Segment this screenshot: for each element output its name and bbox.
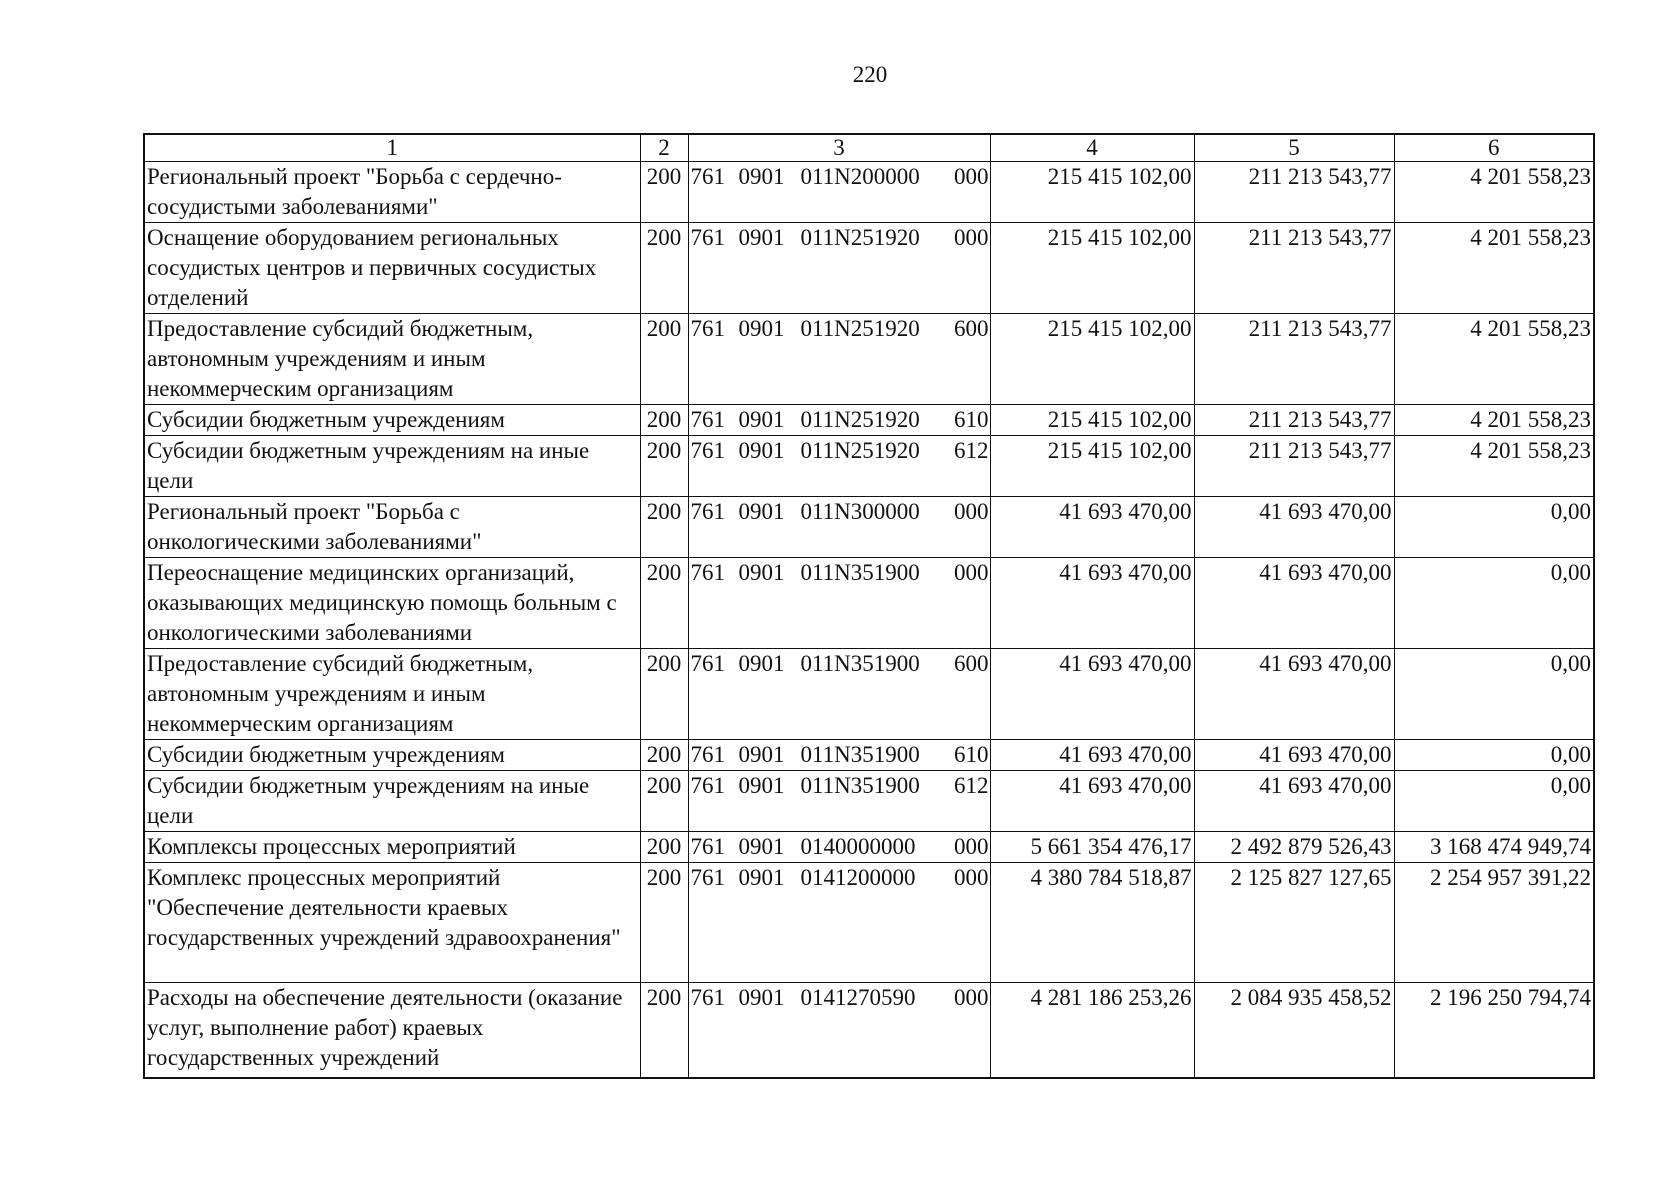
row-name: Субсидии бюджетным учреждениям на иные цели	[144, 436, 640, 497]
code-section: 0901	[738, 985, 785, 1010]
table-row	[144, 649, 1594, 740]
row-classification-code	[688, 863, 990, 983]
row-name: Субсидии бюджетным учреждениям	[144, 740, 640, 771]
row-admin-code: 200	[640, 436, 688, 497]
row-col4-value: 5 661 354 476,17	[990, 832, 1194, 863]
code-expense-type: 000	[954, 164, 989, 189]
row-col5-value: 41 693 470,00	[1194, 771, 1394, 832]
row-col6-value: 4 201 558,23	[1394, 405, 1594, 436]
column-header: 4	[990, 134, 1194, 162]
table-row	[144, 497, 1594, 558]
row-name: Региональный проект "Борьба с онкологическими заболеваниями"	[144, 497, 640, 558]
table-body	[144, 162, 1594, 1078]
row-col5-value: 41 693 470,00	[1194, 497, 1394, 558]
code-target-article: 0141270590	[800, 985, 916, 1010]
table-row	[144, 983, 1594, 1078]
code-expense-type: 610	[954, 407, 989, 432]
table-row	[144, 771, 1594, 832]
code-grbs: 761	[690, 164, 725, 189]
row-col4-value: 41 693 470,00	[990, 740, 1194, 771]
row-classification-code	[688, 771, 990, 832]
row-classification-code	[688, 740, 990, 771]
code-expense-type: 000	[954, 834, 989, 859]
row-col6-value: 0,00	[1394, 740, 1594, 771]
code-grbs: 761	[690, 316, 725, 341]
row-classification-code	[688, 983, 990, 1078]
code-target-article: 0141200000	[800, 865, 916, 890]
row-name: Региональный проект "Борьба с сердечно-сосудистыми заболеваниями"	[144, 162, 640, 223]
row-col6-value: 0,00	[1394, 649, 1594, 740]
row-col4-value: 215 415 102,00	[990, 314, 1194, 405]
row-classification-code	[688, 162, 990, 223]
code-expense-type: 612	[954, 438, 989, 463]
page-number: 220	[852, 62, 888, 87]
column-header: 5	[1194, 134, 1394, 162]
table-row	[144, 832, 1594, 863]
row-col6-value: 0,00	[1394, 771, 1594, 832]
code-expense-type: 610	[954, 742, 989, 767]
row-name: Комплекс процессных мероприятий "Обеспечение деятельности краевых государственных учреждений здравоохранения"	[144, 863, 640, 983]
code-section: 0901	[738, 316, 785, 341]
table-row	[144, 162, 1594, 223]
code-section: 0901	[738, 438, 785, 463]
code-grbs: 761	[690, 438, 725, 463]
row-col5-value: 41 693 470,00	[1194, 649, 1394, 740]
row-classification-code	[688, 649, 990, 740]
table-row	[144, 558, 1594, 649]
row-name: Расходы на обеспечение деятельности (оказание услуг, выполнение работ) краевых государственных учреждений	[144, 983, 640, 1078]
code-expense-type: 000	[954, 560, 989, 585]
code-section: 0901	[738, 560, 785, 585]
row-admin-code: 200	[640, 649, 688, 740]
code-section: 0901	[738, 651, 785, 676]
row-col4-value: 215 415 102,00	[990, 223, 1194, 314]
row-classification-code	[688, 436, 990, 497]
row-col5-value: 211 213 543,77	[1194, 405, 1394, 436]
code-expense-type: 600	[954, 316, 989, 341]
row-admin-code: 200	[640, 983, 688, 1078]
row-name: Субсидии бюджетным учреждениям	[144, 405, 640, 436]
row-col5-value: 41 693 470,00	[1194, 740, 1394, 771]
code-section: 0901	[738, 407, 785, 432]
table-row	[144, 314, 1594, 405]
row-col5-value: 211 213 543,77	[1194, 162, 1394, 223]
row-admin-code: 200	[640, 223, 688, 314]
code-target-article: 011N351900	[800, 742, 920, 767]
code-section: 0901	[738, 225, 785, 250]
code-expense-type: 000	[954, 225, 989, 250]
table-row	[144, 740, 1594, 771]
row-col6-value: 4 201 558,23	[1394, 436, 1594, 497]
code-target-article: 011N251920	[800, 407, 920, 432]
code-target-article: 011N251920	[800, 225, 920, 250]
row-name: Предоставление субсидий бюджетным, автономным учреждениям и иным некоммерческим организациям	[144, 649, 640, 740]
code-grbs: 761	[690, 865, 725, 890]
column-header: 6	[1394, 134, 1594, 162]
code-target-article: 011N251920	[800, 316, 920, 341]
row-name: Оснащение оборудованием региональных сосудистых центров и первичных сосудистых отделений	[144, 223, 640, 314]
row-classification-code	[688, 832, 990, 863]
code-grbs: 761	[690, 834, 725, 859]
code-grbs: 761	[690, 985, 725, 1010]
row-classification-code	[688, 223, 990, 314]
row-name: Комплексы процессных мероприятий	[144, 832, 640, 863]
code-target-article: 011N351900	[800, 651, 920, 676]
row-classification-code	[688, 405, 990, 436]
table-row	[144, 405, 1594, 436]
row-name: Переоснащение медицинских организаций, оказывающих медицинскую помощь больным с онкологическими заболеваниями	[144, 558, 640, 649]
code-expense-type: 600	[954, 651, 989, 676]
row-col6-value: 0,00	[1394, 558, 1594, 649]
header-row	[144, 134, 1594, 162]
code-section: 0901	[738, 742, 785, 767]
code-grbs: 761	[690, 773, 725, 798]
code-expense-type: 612	[954, 773, 989, 798]
row-col4-value: 41 693 470,00	[990, 771, 1194, 832]
row-admin-code: 200	[640, 832, 688, 863]
code-grbs: 761	[690, 651, 725, 676]
budget-table	[143, 133, 1595, 1079]
row-col6-value: 0,00	[1394, 497, 1594, 558]
row-col4-value: 41 693 470,00	[990, 649, 1194, 740]
row-col6-value: 2 254 957 391,22	[1394, 863, 1594, 983]
table-row	[144, 436, 1594, 497]
row-col6-value: 3 168 474 949,74	[1394, 832, 1594, 863]
row-col5-value: 211 213 543,77	[1194, 314, 1394, 405]
code-section: 0901	[738, 499, 785, 524]
code-target-article: 011N300000	[800, 499, 920, 524]
column-header: 1	[144, 134, 640, 162]
row-col6-value: 4 201 558,23	[1394, 162, 1594, 223]
row-admin-code: 200	[640, 405, 688, 436]
row-admin-code: 200	[640, 863, 688, 983]
row-name: Субсидии бюджетным учреждениям на иные цели	[144, 771, 640, 832]
row-admin-code: 200	[640, 314, 688, 405]
row-admin-code: 200	[640, 558, 688, 649]
row-classification-code	[688, 314, 990, 405]
code-target-article: 0140000000	[800, 834, 916, 859]
code-section: 0901	[738, 834, 785, 859]
row-admin-code: 200	[640, 771, 688, 832]
code-target-article: 011N351900	[800, 773, 920, 798]
row-col5-value: 2 492 879 526,43	[1194, 832, 1394, 863]
code-expense-type: 000	[954, 499, 989, 524]
column-header: 3	[688, 134, 990, 162]
code-grbs: 761	[690, 407, 725, 432]
code-grbs: 761	[690, 560, 725, 585]
row-admin-code: 200	[640, 740, 688, 771]
table-row	[144, 223, 1594, 314]
row-col4-value: 41 693 470,00	[990, 497, 1194, 558]
code-section: 0901	[738, 865, 785, 890]
row-col4-value: 4 281 186 253,26	[990, 983, 1194, 1078]
row-col5-value: 41 693 470,00	[1194, 558, 1394, 649]
row-col4-value: 215 415 102,00	[990, 436, 1194, 497]
table-row	[144, 863, 1594, 983]
code-target-article: 011N351900	[800, 560, 920, 585]
code-target-article: 011N200000	[800, 164, 920, 189]
row-name: Предоставление субсидий бюджетным, автономным учреждениям и иным некоммерческим организациям	[144, 314, 640, 405]
code-section: 0901	[738, 164, 785, 189]
row-admin-code: 200	[640, 162, 688, 223]
row-col5-value: 2 084 935 458,52	[1194, 983, 1394, 1078]
code-expense-type: 000	[954, 985, 989, 1010]
code-grbs: 761	[690, 742, 725, 767]
code-section: 0901	[738, 773, 785, 798]
row-col4-value: 215 415 102,00	[990, 405, 1194, 436]
row-col5-value: 211 213 543,77	[1194, 223, 1394, 314]
row-admin-code: 200	[640, 497, 688, 558]
row-col4-value: 41 693 470,00	[990, 558, 1194, 649]
row-col5-value: 211 213 543,77	[1194, 436, 1394, 497]
row-col6-value: 4 201 558,23	[1394, 314, 1594, 405]
row-classification-code	[688, 497, 990, 558]
code-target-article: 011N251920	[800, 438, 920, 463]
row-col5-value: 2 125 827 127,65	[1194, 863, 1394, 983]
code-grbs: 761	[690, 225, 725, 250]
row-col4-value: 215 415 102,00	[990, 162, 1194, 223]
row-col4-value: 4 380 784 518,87	[990, 863, 1194, 983]
code-expense-type: 000	[954, 865, 989, 890]
row-col6-value: 2 196 250 794,74	[1394, 983, 1594, 1078]
row-col6-value: 4 201 558,23	[1394, 223, 1594, 314]
code-grbs: 761	[690, 499, 725, 524]
row-classification-code	[688, 558, 990, 649]
column-header: 2	[640, 134, 688, 162]
